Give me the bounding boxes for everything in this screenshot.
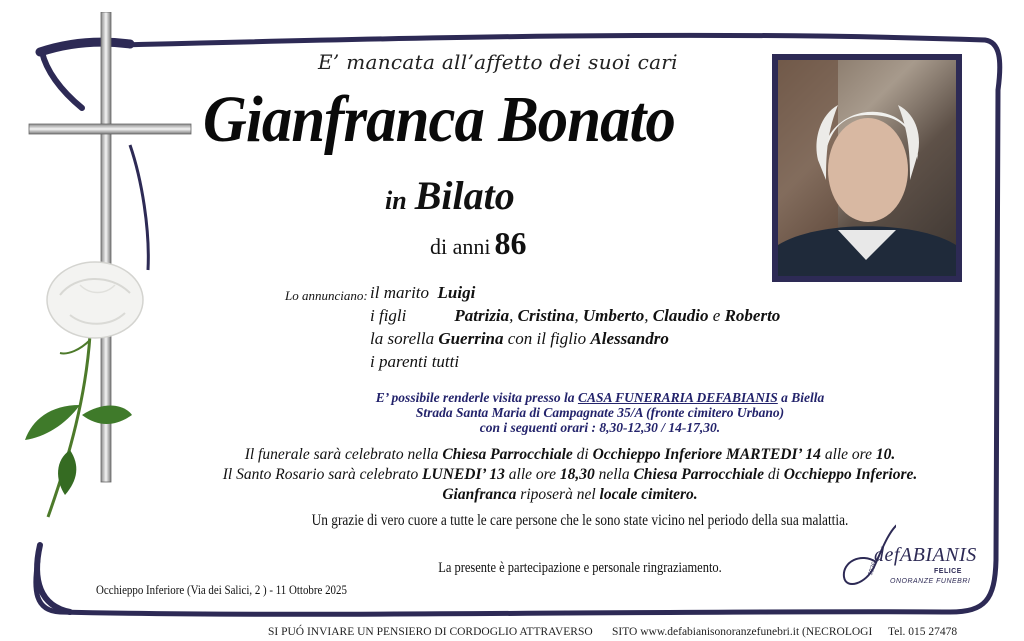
announcer-children — [370, 306, 780, 326]
intro-text: E’ mancata all’affetto dei suoi cari — [318, 50, 678, 74]
nephew-name: Alessandro — [590, 329, 669, 348]
rosary-place: Occhieppo Inferiore. — [783, 466, 918, 483]
child-name: Patrizia — [454, 306, 510, 325]
burial-place: locale cimitero. — [599, 486, 698, 503]
logo-year: 1926 — [866, 560, 879, 577]
rosary-text: alle ore — [508, 466, 556, 483]
married-name — [385, 172, 515, 219]
funeral-home-name: CASA FUNERARIA DEFABIANIS — [577, 390, 778, 405]
logo-felice: FELICE — [934, 568, 962, 575]
deceased-name: Gianfranca Bonato — [203, 83, 675, 156]
funeral-text: Il funerale sarà celebrato nella — [244, 446, 439, 463]
rosary-text: Il Santo Rosario sarà celebrato — [222, 466, 419, 483]
funeral-place-date: Occhieppo Inferiore MARTEDI’ 14 — [592, 446, 821, 463]
age — [430, 225, 527, 262]
portrait-photo — [772, 54, 962, 282]
announcer-husband — [370, 283, 475, 303]
place-date: Occhieppo Inferiore (Via dei Salici, 2 ) - 11 Ottobre 2025 — [96, 582, 347, 597]
husband-name: Luigi — [437, 283, 476, 302]
child-name: Roberto — [724, 306, 781, 325]
married-surname: Bilato — [414, 173, 515, 218]
rosary-text: nella — [598, 466, 630, 483]
footer-phone: Tel. 015 27478 — [888, 626, 958, 638]
visit-line-3: con i seguenti orari : 8,30-12,30 / 14-17,30. — [479, 420, 721, 435]
footer-bar — [0, 622, 1024, 641]
participation-text: La presente è partecipazione e personale ringraziamento. — [438, 560, 722, 576]
sister-name: Guerrina — [438, 329, 504, 348]
sister-middle: con il figlio — [507, 329, 587, 348]
burial-name: Gianfranca — [442, 486, 517, 503]
separator: , — [509, 306, 518, 325]
visit-line-2: Strada Santa Maria di Campagnate 35/A (fronte cimitero Urbano) — [415, 405, 785, 420]
sister-prefix: la sorella — [370, 329, 435, 348]
announcers-label: Lo annunciano: — [285, 288, 368, 303]
visit-line-1 — [300, 390, 900, 406]
thanks-text: Un grazie di vero cuore a tutte le care persone che le sono state vicino nel periodo della sua malattia. — [311, 512, 849, 529]
children-prefix: i figli — [370, 306, 407, 325]
funeral-church: Chiesa Parrocchiale — [442, 446, 573, 463]
separator: e — [708, 306, 725, 325]
rosary-time: 18,30 — [559, 466, 595, 483]
child-name: Cristina — [517, 306, 575, 325]
announcer-sister — [370, 329, 669, 349]
footer-website[interactable]: SITO www.defabianisonoranzefunebri.it (NECROLOGI — [612, 626, 873, 638]
age-prefix: di anni — [430, 234, 491, 259]
logo-subtitle: ONORANZE FUNEBRI — [890, 578, 971, 585]
funeral-line-3 — [180, 486, 960, 504]
separator: , — [644, 306, 653, 325]
funeral-text: di — [576, 446, 589, 463]
funeral-line-1 — [180, 446, 960, 464]
rosary-text: di — [767, 466, 780, 483]
white-rose-icon — [20, 255, 160, 525]
husband-prefix: il marito — [370, 283, 430, 302]
funeral-line-2 — [180, 466, 960, 484]
rosary-church: Chiesa Parrocchiale — [633, 466, 764, 483]
portrait-image — [778, 60, 956, 276]
defabianis-logo — [836, 522, 976, 596]
funeral-time: 10. — [875, 446, 896, 463]
child-name: Umberto — [582, 306, 645, 325]
logo-name: defABIANIS — [874, 544, 977, 566]
visit-post: a Biella — [781, 390, 825, 405]
funeral-text: alle ore — [824, 446, 873, 463]
announcer-relatives: i parenti tutti — [370, 352, 460, 371]
rosary-date: LUNEDI’ 13 — [422, 466, 505, 483]
married-prefix: in — [385, 186, 407, 215]
separator: , — [574, 306, 583, 325]
burial-text: riposerà nel — [520, 486, 596, 503]
child-name: Claudio — [652, 306, 709, 325]
visit-pre: E’ possibile renderle visita presso la — [375, 390, 575, 405]
age-value: 86 — [494, 225, 527, 261]
footer-text-1: SI PUÓ INVIARE UN PENSIERO DI CORDOGLIO ATTRAVERSO — [268, 626, 593, 638]
